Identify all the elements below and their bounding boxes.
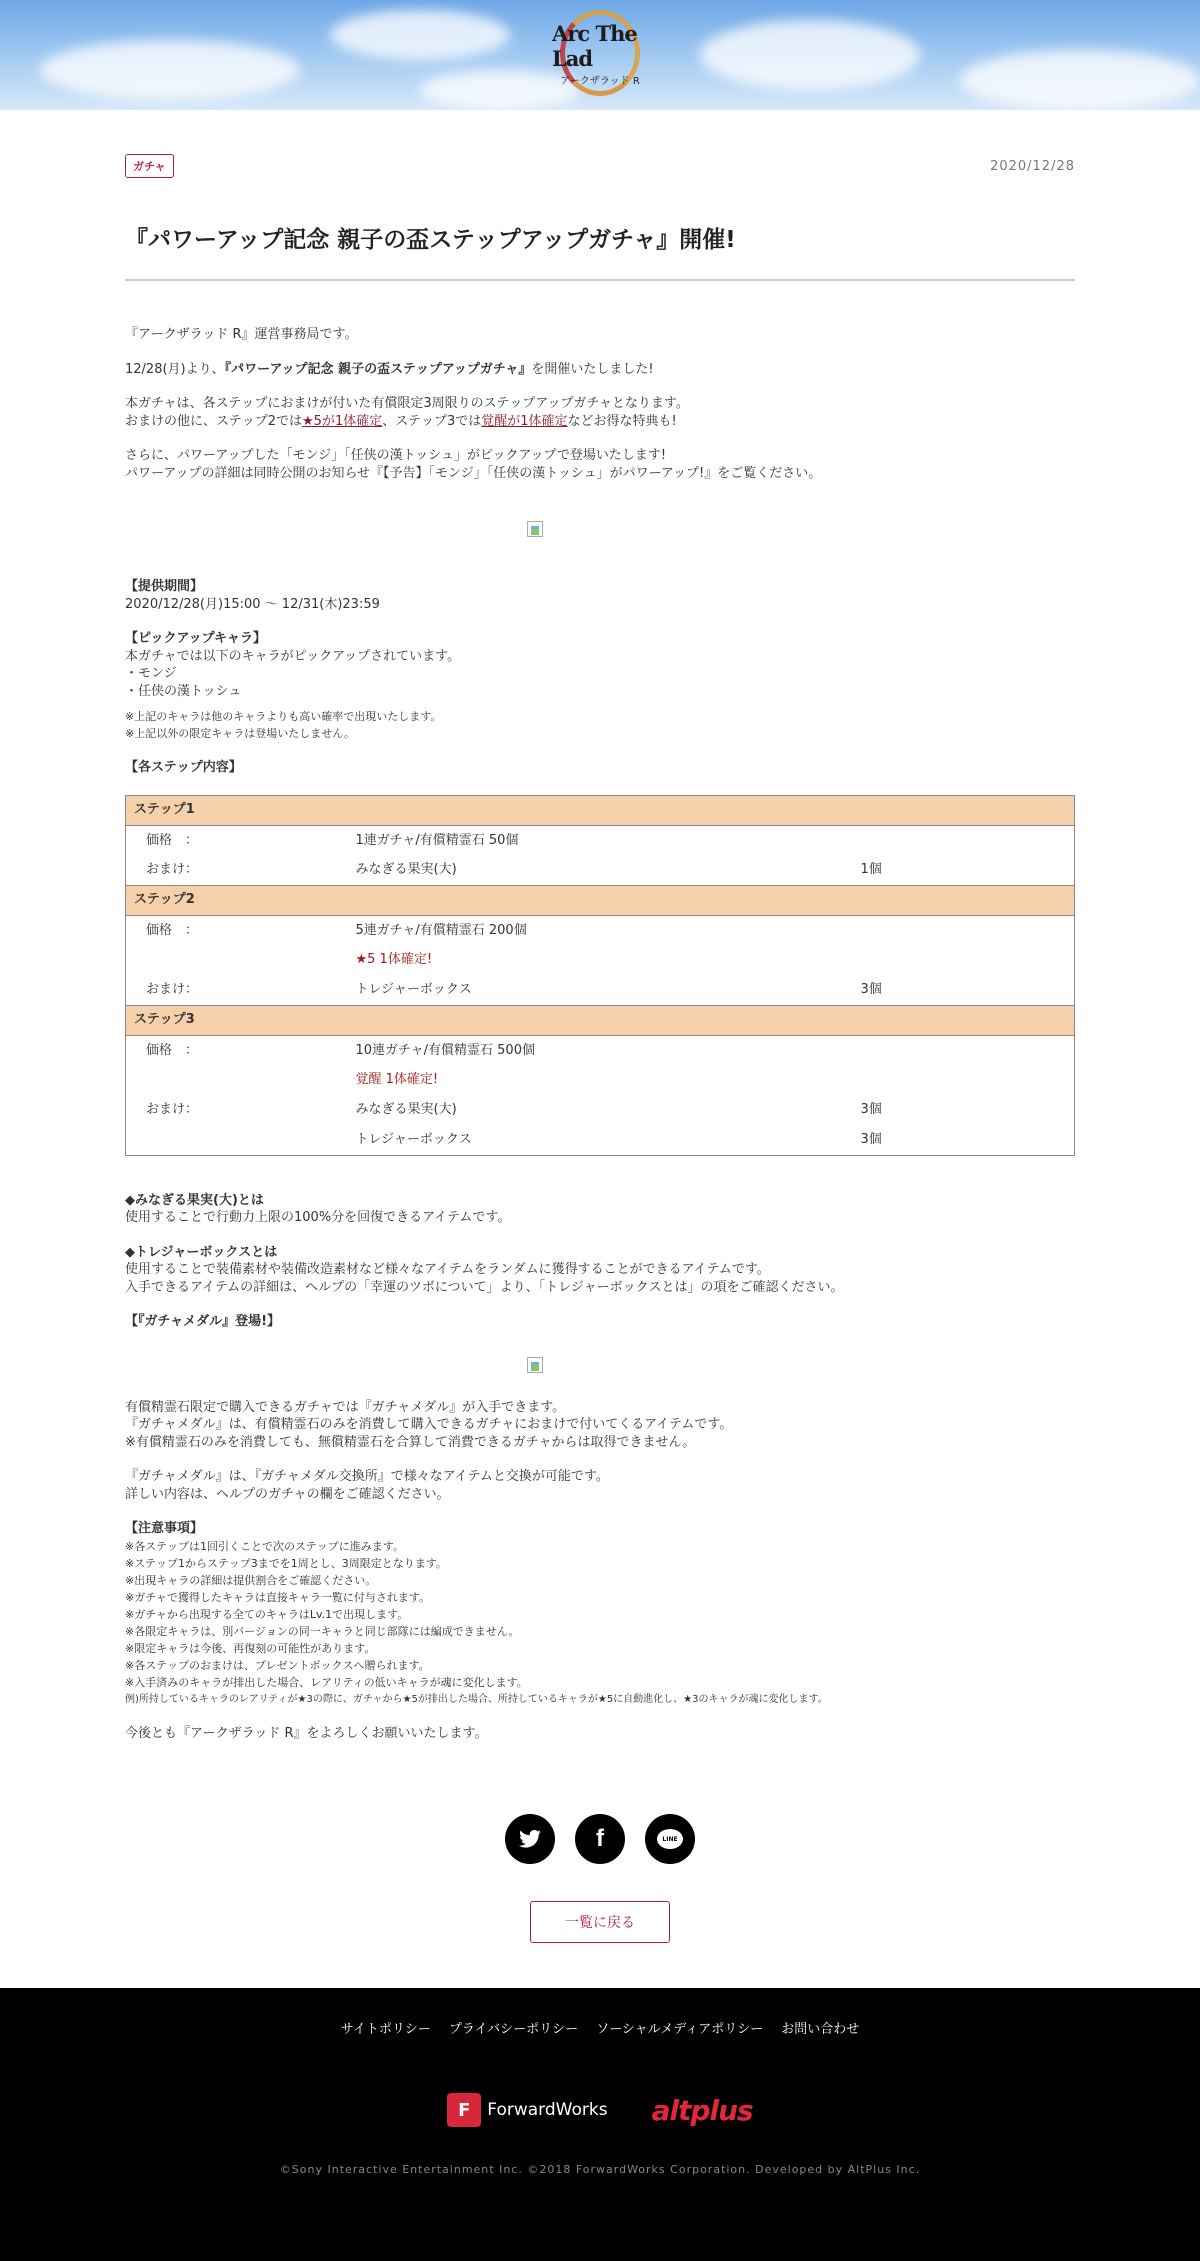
logo-title: Arc The Lad bbox=[552, 21, 637, 71]
note-item: ※各限定キャラは、別バージョンの同一キャラと同じ部隊には編成できません。 bbox=[125, 1624, 520, 1638]
intro-text: 本ガチャは、各ステップにおまけが付いた有償限定3周限りのステップアップガチャとなります。 bbox=[125, 396, 689, 411]
bonus-qty: 1個 bbox=[860, 862, 882, 877]
table-row bbox=[126, 885, 1075, 915]
article-body bbox=[125, 326, 1075, 1742]
medal-heading: 【『ガチャメダル』登場!】 bbox=[125, 1314, 281, 1329]
bonus-qty: 3個 bbox=[860, 982, 882, 997]
steps-table bbox=[125, 795, 1075, 1156]
table-row bbox=[126, 1005, 1075, 1035]
note-item: ※ガチャで獲得したキャラは直接キャラ一覧に付与されます。 bbox=[125, 1590, 431, 1604]
medal-text: 詳しい内容は、ヘルプのガチャの欄をご確認ください。 bbox=[125, 1486, 450, 1502]
share-buttons bbox=[125, 1814, 1075, 1864]
fruit-heading: ◆みなぎる果実(大)とは bbox=[125, 1192, 264, 1208]
medal-text: 有償精霊石限定で購入できるガチャでは『ガチャメダル』が入手できます。 bbox=[125, 1399, 566, 1415]
intro-text: さらに、パワーアップした「モンジ」「任侠の漢トッシュ」がピックアップで登場いたします! bbox=[125, 448, 667, 463]
site-logo[interactable] bbox=[552, 8, 648, 100]
table-row bbox=[126, 975, 1075, 1005]
article-title: 『パワーアップ記念 親子の盃ステップアップガチャ』開催! bbox=[125, 221, 1075, 281]
article-meta bbox=[125, 154, 1075, 178]
note-item: ※限定キャラは今後、再復刻の可能性があります。 bbox=[125, 1641, 376, 1655]
table-row bbox=[126, 1065, 1075, 1095]
pickup-heading: 【ピックアップキャラ】 bbox=[125, 631, 267, 646]
box-text: 入手できるアイテムの詳細は、ヘルプの「幸運のツボについて」より、「トレジャーボックスとは」の項をご確認ください。 bbox=[125, 1279, 844, 1295]
back-to-list-button[interactable]: 一覧に戻る bbox=[530, 1901, 670, 1943]
logo-subtitle: アークザラッド R bbox=[560, 76, 640, 87]
bonus-item: みなぎる果実(大) bbox=[355, 862, 457, 877]
notes-heading: 【注意事項】 bbox=[125, 1521, 204, 1536]
medal-text: 『ガチャメダル』は、『ガチャメダル交換所』で様々なアイテムと交換が可能です。 bbox=[125, 1469, 609, 1484]
bonus-label: おまけ： bbox=[146, 862, 199, 877]
pickup-text: 本ガチャでは以下のキャラがピックアップされています。 bbox=[125, 648, 461, 664]
cloud-decoration bbox=[330, 10, 510, 60]
banner-image bbox=[125, 494, 1075, 564]
step-bonus-guarantee: 覚醒 1体確定! bbox=[355, 1072, 439, 1088]
medal-image bbox=[125, 1331, 1075, 1399]
altplus-logo[interactable]: altplus bbox=[651, 2093, 753, 2127]
table-row bbox=[126, 945, 1075, 975]
bonus-item: トレジャーボックス bbox=[355, 982, 472, 997]
box-text: 使用することで装備素材や装備改造素材など様々なアイテムをランダムに獲得することができるアイテムです。 bbox=[125, 1262, 770, 1277]
price-label: 価格 ： bbox=[146, 832, 199, 848]
forwardworks-logo[interactable] bbox=[447, 2093, 607, 2127]
bonus-qty: 3個 bbox=[860, 1102, 882, 1118]
intro-text: おまけの他に、ステップ2では★5が1体確定、ステップ3では覚醒が1体確定などお得な特典も! bbox=[125, 413, 677, 429]
table-row bbox=[126, 825, 1075, 855]
bonus-qty: 3個 bbox=[860, 1132, 882, 1147]
steps-heading: 【各ステップ内容】 bbox=[125, 760, 242, 775]
site-header bbox=[0, 0, 1200, 110]
table-row bbox=[126, 1125, 1075, 1155]
article-date: 2020/12/28 bbox=[990, 158, 1075, 174]
intro-text: パワーアップの詳細は同時公開のお知らせ『【予告】「モンジ」「任侠の漢トッシュ」がパワーアップ!』をご覧ください。 bbox=[125, 465, 822, 481]
footer-link-contact[interactable]: お問い合わせ bbox=[781, 2022, 860, 2037]
medal-text: ※有償精霊石のみを消費しても、無償精霊石を合算して消費できるガチャからは取得できません。 bbox=[125, 1434, 696, 1450]
fruit-text: 使用することで行動力上限の100%分を回復できるアイテムです。 bbox=[125, 1210, 511, 1225]
table-row bbox=[126, 1035, 1075, 1065]
pickup-item: ・モンジ bbox=[125, 666, 177, 681]
cloud-decoration bbox=[700, 20, 920, 90]
closing-text: 今後とも『アークザラッド R』をよろしくお願いいたします。 bbox=[125, 1725, 488, 1741]
note-item: ※各ステップのおまけは、プレゼントボックスへ贈られます。 bbox=[125, 1658, 430, 1672]
price-label: 価格 ： bbox=[146, 922, 199, 938]
table-row bbox=[126, 855, 1075, 885]
period-heading: 【提供期間】 bbox=[125, 579, 204, 594]
bonus-item: みなぎる果実(大) bbox=[355, 1102, 457, 1118]
price-value: 10連ガチャ/有償精霊石 500個 bbox=[355, 1042, 535, 1058]
footer-link-site-policy[interactable]: サイトポリシー bbox=[340, 2022, 431, 2037]
pickup-item: ・任侠の漢トッシュ bbox=[125, 683, 242, 699]
step-header: ステップ2 bbox=[126, 885, 1075, 915]
copyright-text: ©Sony Interactive Entertainment Inc. ©2018 ForwardWorks Corporation. Developed by AltPlus Inc. bbox=[279, 2163, 921, 2176]
facebook-share-button[interactable] bbox=[575, 1814, 625, 1864]
step-header: ステップ1 bbox=[126, 795, 1075, 825]
pickup-note: ※上記以外の限定キャラは登場いたしません。 bbox=[125, 727, 355, 740]
note-item: ※入手済みのキャラが排出した場合、レアリティの低いキャラが魂に変化します。 bbox=[125, 1675, 528, 1689]
intro-text: 『アークザラッド R』運営事務局です。 bbox=[125, 327, 358, 342]
period-text: 2020/12/28(月)15:00 ～ 12/31(木)23:59 bbox=[125, 596, 380, 612]
cloud-decoration bbox=[960, 50, 1200, 110]
note-item: ※ステップ1からステップ3までを1周とし、3周限定となります。 bbox=[125, 1556, 447, 1570]
broken-image-icon bbox=[527, 1357, 543, 1373]
article bbox=[125, 154, 1075, 1943]
forwardworks-label: ForwardWorks bbox=[487, 2100, 608, 2120]
footer-link-privacy[interactable]: プライバシーポリシー bbox=[448, 2022, 579, 2037]
forwardworks-icon: F bbox=[447, 2093, 481, 2127]
note-example: 例)所持しているキャラのレアリティが★3の際に、ガチャから★5が排出した場合、所持しているキャラが★5に自動進化し、★3のキャラが魂に変化します。 bbox=[125, 1693, 828, 1705]
pickup-note: ※上記のキャラは他のキャラよりも高い確率で出現いたします。 bbox=[125, 710, 442, 723]
intro-text: 12/28(月)より、『パワーアップ記念 親子の盃ステップアップガチャ』を開催いたしました! bbox=[125, 361, 654, 377]
site-footer bbox=[0, 1988, 1200, 2261]
note-item: ※各ステップは1回引くことで次のステップに進みます。 bbox=[125, 1539, 404, 1553]
table-row bbox=[126, 915, 1075, 945]
table-row bbox=[126, 1095, 1075, 1125]
twitter-icon bbox=[519, 1829, 541, 1849]
broken-image-icon bbox=[527, 521, 543, 537]
footer-links bbox=[0, 2018, 1200, 2037]
note-item: ※ガチャから出現する全てのキャラはLv.1で出現します。 bbox=[125, 1607, 409, 1621]
line-share-button[interactable] bbox=[645, 1814, 695, 1864]
facebook-icon: f bbox=[596, 1825, 604, 1852]
bonus-item: トレジャーボックス bbox=[355, 1132, 472, 1147]
note-item: ※出現キャラの詳細は提供割合をご確認ください。 bbox=[125, 1573, 377, 1587]
bonus-label: おまけ： bbox=[146, 1102, 199, 1118]
price-value: 5連ガチャ/有償精霊石 200個 bbox=[355, 922, 527, 938]
medal-text: 『ガチャメダル』は、有償精霊石のみを消費して購入できるガチャにおまけで付いてくるアイテムです。 bbox=[125, 1417, 733, 1432]
cloud-decoration bbox=[40, 40, 300, 100]
price-value: 1連ガチャ/有償精霊石 50個 bbox=[355, 832, 519, 848]
line-icon: LINE bbox=[657, 1829, 683, 1849]
price-label: 価格 ： bbox=[146, 1042, 199, 1058]
step-bonus-guarantee: ★5 1体確定! bbox=[355, 952, 433, 968]
step-header: ステップ3 bbox=[126, 1005, 1075, 1035]
table-row bbox=[126, 795, 1075, 825]
twitter-share-button[interactable] bbox=[505, 1814, 555, 1864]
category-badge[interactable]: ガチャ bbox=[125, 154, 174, 178]
bonus-label: おまけ： bbox=[146, 982, 199, 997]
footer-link-social-media[interactable]: ソーシャルメディアポリシー bbox=[596, 2022, 764, 2037]
brand-logos bbox=[0, 2093, 1200, 2127]
box-heading: ◆トレジャーボックスとは bbox=[125, 1244, 278, 1260]
